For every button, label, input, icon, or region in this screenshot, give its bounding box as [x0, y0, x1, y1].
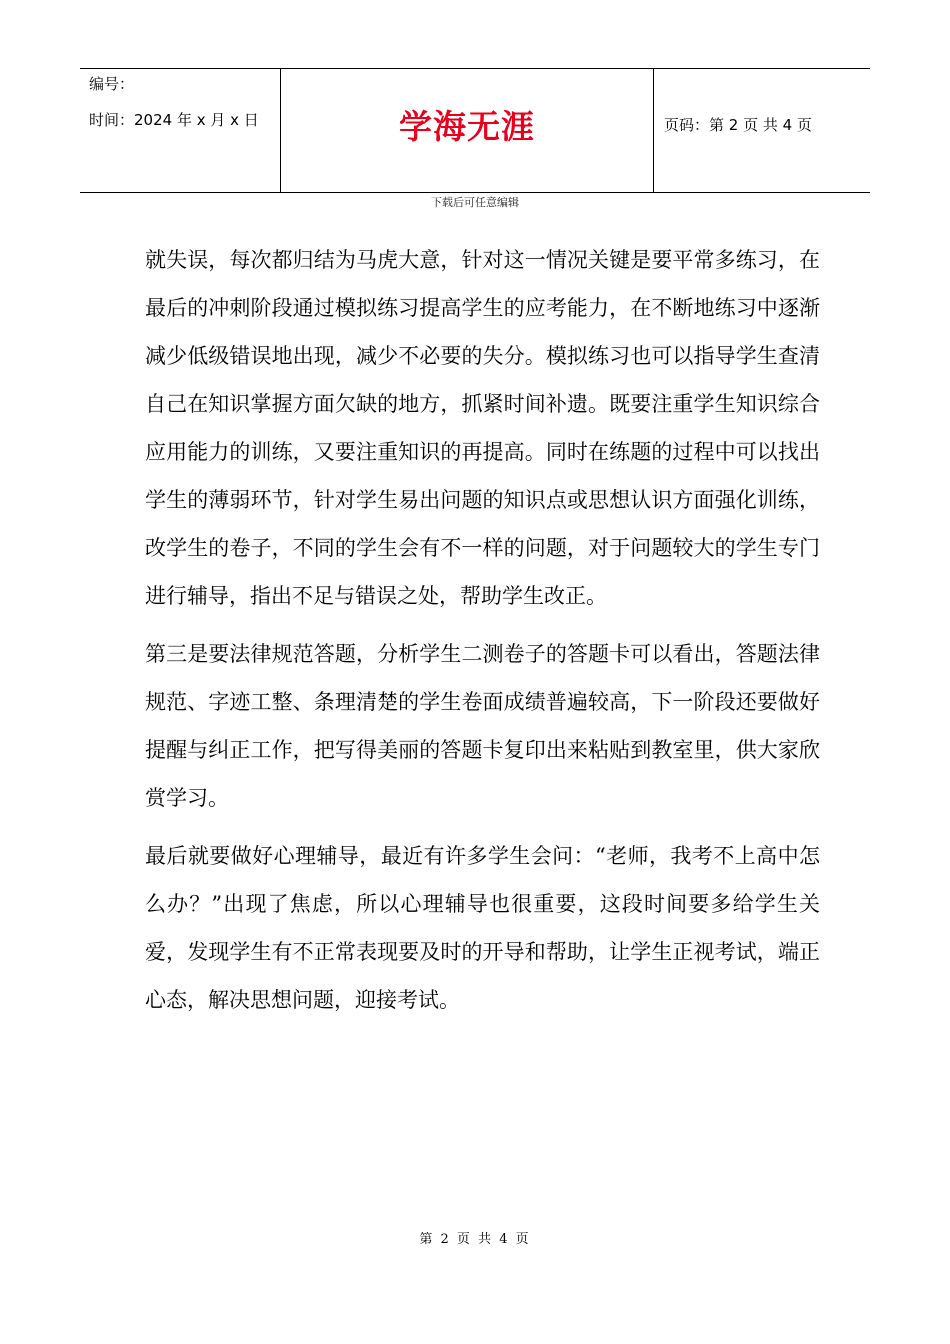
header-brand-cell	[281, 69, 654, 192]
paragraph-2: 第三是要法律规范答题，分析学生二测卷子的答题卡可以看出，答题法律规范、字迹工整、条理清楚的学生卷面成绩普遍较高，下一阶段还要做好提醒与纠正工作，把写得美丽的答题卡复印出来粘贴到教室里，供大家欣赏学习。	[145, 642, 820, 810]
header-table	[80, 68, 870, 193]
document-time-label: 时间：2024 年 x 月 x 日	[89, 111, 259, 129]
paragraph-3: 最后就要做好心理辅导，最近有许多学生会问：“老师，我考不上高中怎么办？”出现了焦虑，所以心理辅导也很重要，这段时间要多给学生关爱，发现学生有不正常表现要及时的开导和帮助，让学生正视考试，端正心态，解决思想问题，迎接考试。	[145, 844, 820, 1012]
header-meta-cell	[80, 69, 281, 192]
editable-note: 下载后可任意编辑	[431, 196, 519, 209]
page-footer: 第 2 页 共 4 页	[419, 1232, 531, 1247]
paragraph-1: 就失误，每次都归结为马虎大意，针对这一情况关键是要平常多练习，在最后的冲刺阶段通过模拟练习提高学生的应考能力，在不断地练习中逐渐减少低级错误地出现，减少不必要的失分。模拟练习也可以指导学生查清自己在知识掌握方面欠缺的地方，抓紧时间补遗。既要注重学生知识综合应用能力的训练，又要注重知识的再提高。同时在练题的过程中可以找出学生的薄弱环节，针对学生易出问题的知识点或思想认识方面强化训练，改学生的卷子，不同的学生会有不一样的问题，对于问题较大的学生专门进行辅导，指出不足与错误之处，帮助学生改正。	[145, 248, 820, 608]
document-body	[145, 236, 820, 1024]
header-page-cell	[654, 69, 870, 192]
page-info: 页码：第 2 页 共 4 页	[664, 116, 812, 134]
brand-title: 学海无涯	[399, 107, 535, 146]
document-number-label: 编号：	[89, 75, 135, 93]
